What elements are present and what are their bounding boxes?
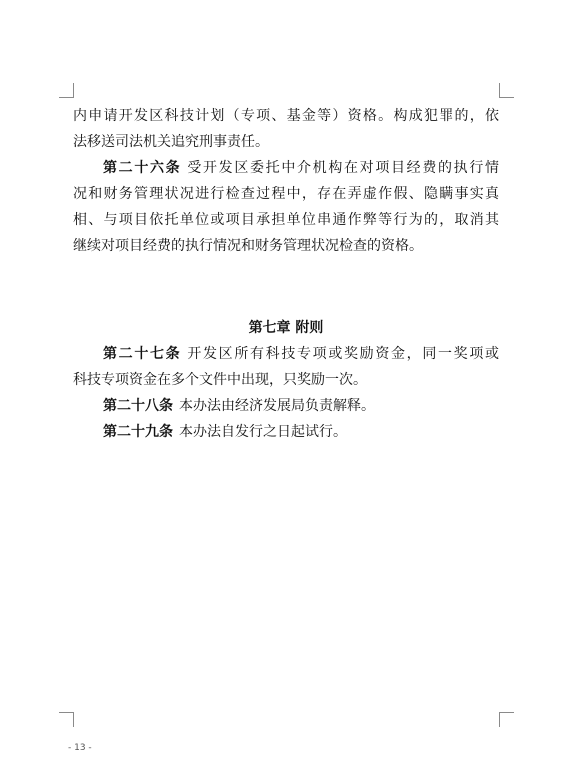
paragraph-line: 受开发区委托中介机构在对项目经费的执行情 <box>187 160 500 176</box>
article-first-line <box>73 155 499 181</box>
paragraph-line: 况和财务管理状况进行检查过程中，存在弄虚作假、隐瞒事实真 <box>73 186 499 202</box>
paragraph-line: 法移送司法机关追究刑事责任。 <box>73 134 269 150</box>
paragraph-line: 开发区所有科技专项或奖励资金，同一奖项或 <box>187 346 500 362</box>
article-first-line <box>73 341 499 367</box>
continuation-paragraph <box>73 103 499 155</box>
article-number: 第二十八条 <box>103 398 173 414</box>
article-27 <box>73 341 499 393</box>
article-28 <box>73 393 499 419</box>
paragraph-line: 本办法由经济发展局负责解释。 <box>179 398 375 414</box>
article-number: 第二十六条 <box>103 160 182 176</box>
paragraph-line: 继续对项目经费的执行情况和财务管理状况检查的资格。 <box>73 238 423 254</box>
article-number: 第二十七条 <box>103 346 182 362</box>
article-26 <box>73 155 499 259</box>
crop-mark-top-left <box>59 83 74 98</box>
crop-mark-top-right <box>499 83 514 98</box>
chapter-title: 第七章 附则 <box>248 320 324 336</box>
crop-mark-bottom-left <box>59 712 74 727</box>
article-29 <box>73 419 499 445</box>
paragraph-line: 本办法自发行之日起试行。 <box>179 424 347 440</box>
page-number: - 13 - <box>68 743 92 753</box>
article-number: 第二十九条 <box>103 424 173 440</box>
crop-mark-bottom-right <box>499 712 514 727</box>
paragraph-line: 内申请开发区科技计划（专项、基金等）资格。构成犯罪的，依 <box>73 108 499 124</box>
article-first-line <box>73 393 499 419</box>
paragraph-line: 科技专项资金在多个文件中出现，只奖励一次。 <box>73 372 367 388</box>
section-gap <box>73 259 499 307</box>
paragraph-line: 相、与项目依托单位或项目承担单位串通作弊等行为的，取消其 <box>73 212 499 228</box>
document-body <box>73 103 499 445</box>
article-first-line <box>73 419 499 445</box>
